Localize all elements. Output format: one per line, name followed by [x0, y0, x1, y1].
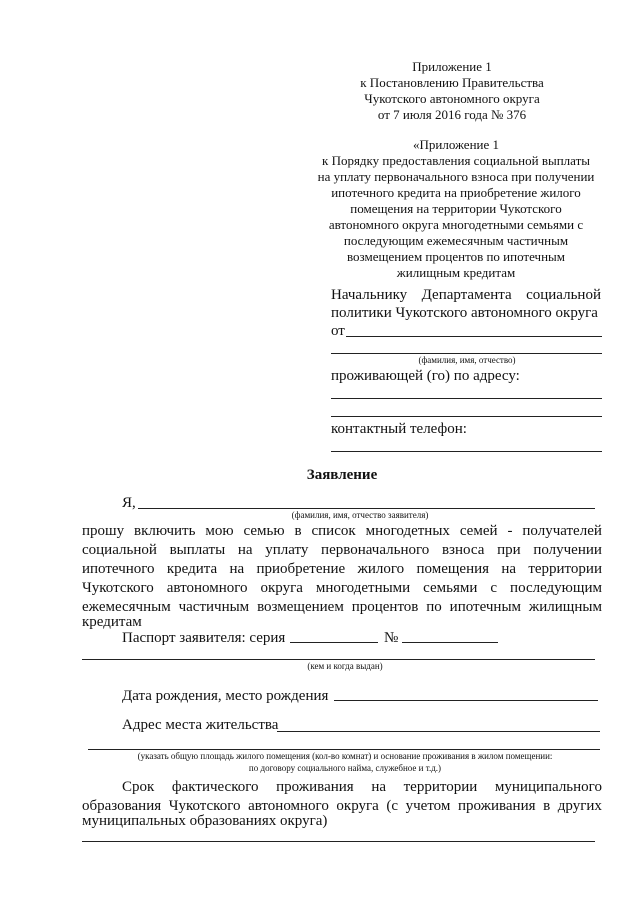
order-line: к Порядку предоставления социальной выплаты [322, 153, 590, 168]
word: включить [134, 523, 196, 539]
order-line: на уплату первоначального взноса при получении [317, 169, 595, 184]
word: многодетными [315, 580, 411, 596]
word: последующим [510, 580, 602, 596]
residence-field-2[interactable] [88, 749, 600, 750]
order-line: ипотечного кредита на приобретение жилого [331, 185, 581, 200]
appendix-line: Чукотского автономного округа [364, 91, 540, 106]
applicant-name-field[interactable] [138, 508, 595, 509]
word: Чукотского [82, 580, 154, 596]
address-field-1[interactable] [331, 398, 602, 399]
passport-number-field[interactable] [402, 642, 498, 643]
word: автономного [248, 798, 329, 814]
order-line: возмещением процентов по ипотечным [346, 249, 566, 264]
word: социальной [82, 542, 157, 558]
word: (с [386, 798, 399, 814]
word: семью [243, 523, 285, 539]
word: с [490, 580, 498, 596]
word: ежемесячным [82, 599, 171, 615]
address-label: проживающей (го) по адресу: [331, 368, 520, 384]
word: на [237, 542, 253, 558]
word: уплату [265, 542, 309, 558]
paragraph-line [82, 541, 602, 559]
word: территории [528, 561, 602, 577]
word: мою [205, 523, 234, 539]
applicant-caption: (фамилия, имя, отчество заявителя) [291, 510, 429, 520]
fio-caption: (фамилия, имя, отчество) [418, 355, 516, 365]
word: выплаты [169, 542, 226, 558]
passport-issued-field[interactable] [82, 659, 595, 660]
word: автономного [166, 580, 248, 596]
word: учетом [405, 798, 451, 814]
appendix-line: Приложение 1 [412, 59, 492, 74]
word: семей [459, 523, 498, 539]
addressee-line-1 [331, 286, 601, 304]
address-field-2[interactable] [331, 416, 602, 417]
word: многодетных [365, 523, 450, 539]
word: на [371, 779, 386, 795]
passport-number-sign: № [384, 630, 399, 646]
addressee-word: Начальнику [331, 287, 408, 303]
word: частичным [178, 599, 250, 615]
word: на [501, 561, 517, 577]
word: прошу [82, 523, 125, 539]
word: возмещением [257, 599, 344, 615]
order-line: автономного округа многодетными семьями с [328, 217, 584, 232]
word: территории [403, 779, 478, 795]
order-line: последующим ежемесячным частичным [343, 233, 569, 248]
residence-caption-2: по договору социального найма, служебное и т.д.) [248, 763, 442, 773]
order-line: жилищным кредитам [396, 265, 516, 280]
order-line: «Приложение 1 [412, 137, 500, 152]
addressee-line-2: политики Чукотского автономного округа [331, 305, 598, 321]
residence-caption-1: (указать общую площадь жилого помещения (кол-во комнат) и основание проживания в жилом помещении: [137, 751, 553, 761]
addressee-word: социальной [526, 287, 601, 303]
word: ипотечного [82, 561, 155, 577]
from-name-field-2[interactable] [331, 353, 602, 354]
word: округа [260, 580, 303, 596]
word: жилого [357, 561, 405, 577]
word: проживания [276, 779, 354, 795]
paragraph-line [82, 522, 602, 540]
residence-label: Адрес места жительства [122, 717, 279, 733]
word: на [229, 561, 245, 577]
passport-series-field[interactable] [290, 642, 378, 643]
appendix-line: от 7 июля 2016 года № 376 [377, 107, 527, 122]
word: семьями [423, 580, 478, 596]
term-field[interactable] [82, 841, 595, 842]
word: ипотечным [449, 599, 522, 615]
word: приобретение [256, 561, 346, 577]
birth-label: Дата рождения, место рождения [122, 688, 329, 704]
word: процентов [351, 599, 419, 615]
applicant-prefix: Я, [122, 495, 136, 511]
word: Чукотского [168, 798, 241, 814]
word: при [497, 542, 521, 558]
term-line-3: муниципальных образованиях округа) [82, 813, 328, 829]
word: первоначального [321, 542, 430, 558]
appendix-line: к Постановлению Правительства [360, 75, 544, 90]
from-label: от [331, 323, 345, 339]
birth-field[interactable] [334, 700, 598, 701]
word: помещения [416, 561, 490, 577]
word: муниципального [494, 779, 602, 795]
word: других [557, 798, 602, 814]
phone-field[interactable] [331, 451, 602, 452]
word: в [294, 523, 302, 539]
word: кредита [166, 561, 218, 577]
word: образования [82, 798, 162, 814]
paragraph-line [82, 560, 602, 578]
word: жилищным [528, 599, 602, 615]
document-title: Заявление [306, 467, 378, 483]
word: проживания [457, 798, 536, 814]
phone-label: контактный телефон: [331, 421, 467, 437]
paragraph-line [82, 579, 602, 597]
word: по [426, 599, 442, 615]
term-line-1 [122, 778, 602, 796]
word: получении [533, 542, 602, 558]
from-name-field[interactable] [346, 336, 602, 337]
word: фактического [171, 779, 259, 795]
residence-field-1[interactable] [277, 731, 600, 732]
passport-label: Паспорт заявителя: серия [122, 630, 286, 646]
addressee-word: Департамента [421, 287, 512, 303]
paragraph-last-line: кредитам [82, 614, 142, 630]
word: - [507, 523, 513, 539]
word: Срок [122, 779, 155, 795]
word: список [311, 523, 356, 539]
passport-issued-caption: (кем и когда выдан) [307, 661, 383, 671]
word: получателей [522, 523, 602, 539]
word: округа [336, 798, 379, 814]
order-line: помещения на территории Чукотского [350, 201, 562, 216]
paragraph-line [82, 598, 602, 616]
word: в [543, 798, 551, 814]
word: взноса [441, 542, 485, 558]
